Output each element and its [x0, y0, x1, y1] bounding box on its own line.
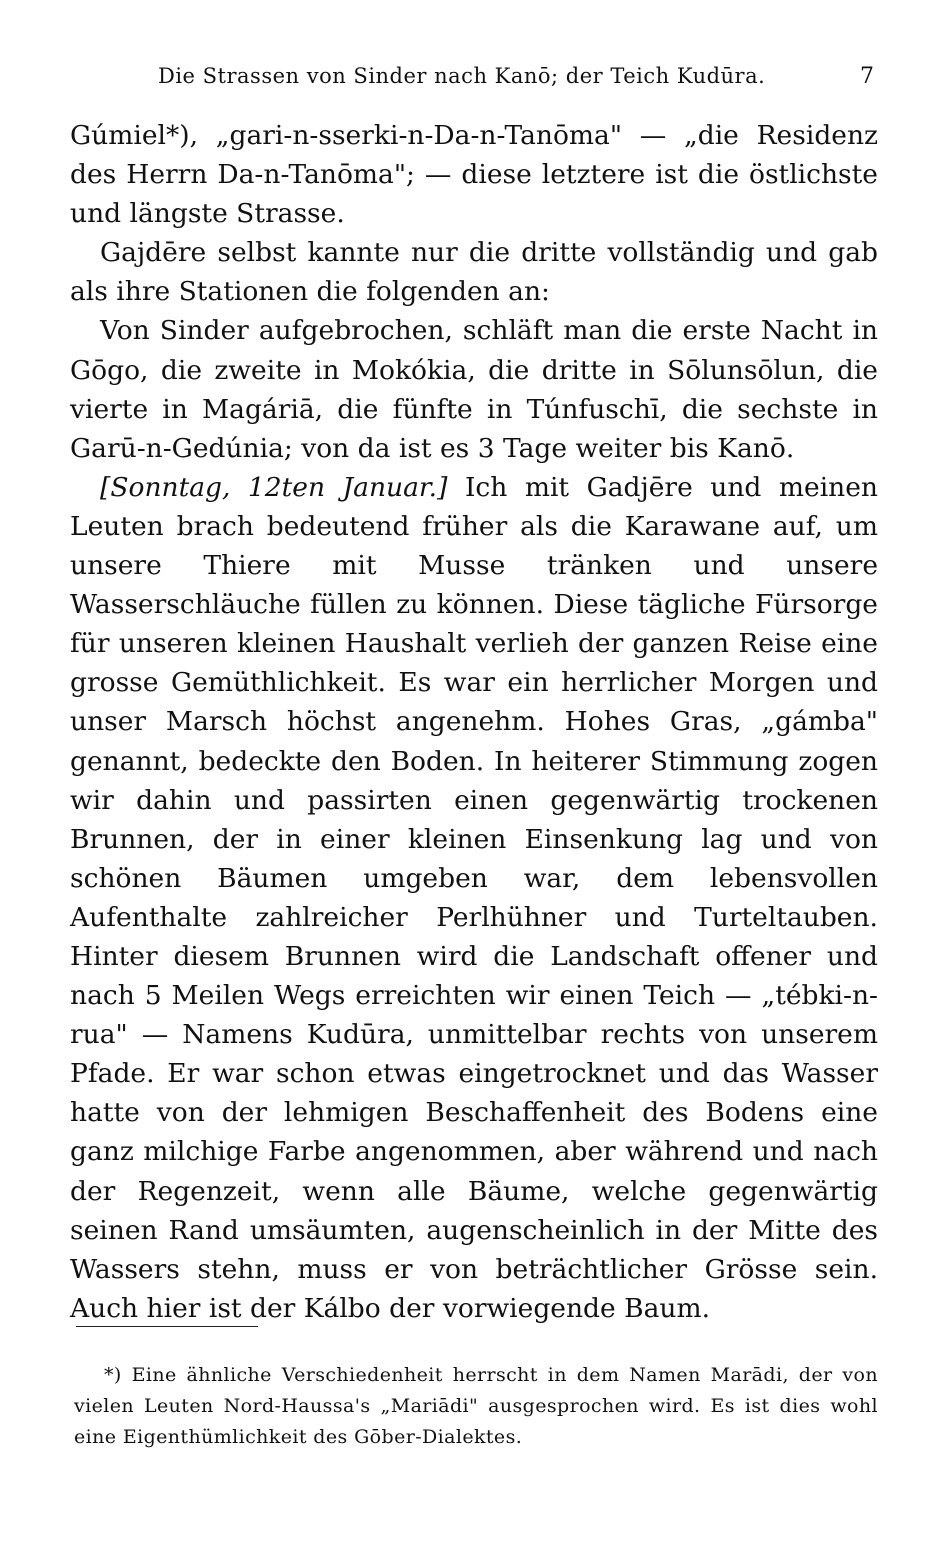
footnote — [74, 1360, 878, 1453]
paragraph-4 — [70, 468, 878, 1328]
running-head — [70, 64, 878, 100]
paragraph-1 — [70, 116, 878, 233]
body-text — [70, 116, 878, 1328]
paragraph-2 — [70, 233, 878, 311]
paragraph-3 — [70, 311, 878, 467]
footnote-divider — [76, 1326, 258, 1327]
paragraph-2-text: Gajdēre selbst kannte nur die dritte vollständig und gab als ihre Stationen die folgenden an: — [70, 237, 878, 308]
footnote-text: *) Eine ähnliche Verschiedenheit herrscht in dem Namen Marādi, der von vielen Leuten Nord-Haussa's „Mariādi" ausgesprochen wird. Es ist dies wohl eine Eigenthümlichkeit des Gōber-Dialektes. — [74, 1364, 878, 1448]
paragraph-4-text: Ich mit Gadjēre und meinen Leuten brach bedeutend früher als die Karawane auf, um unsere Thiere mit Musse tränken und unsere Wasserschläuche füllen zu können. Diese tägliche Fürsorge für unseren kleinen Haushalt verlieh der ganzen Reise eine grosse Gemüthlichkeit. Es war ein herrlicher Morgen und unser Marsch höchst angenehm. Hohes Gras, „gámba" genannt, bedeckte den Boden. In heiterer Stimmung zogen wir dahin und passirten einen gegenwärtig trockenen Brunnen, der in einer kleinen Einsenkung lag und von schönen Bäumen umgeben war, dem lebensvollen Aufenthalte zahlreicher Perlhühner und Turteltauben. Hinter diesem Brunnen wird die Landschaft offener und nach 5 Meilen Wegs erreichten wir einen Teich — „tébki-n-rua" — Namens Kudūra, unmittelbar rechts von unserem Pfade. Er war schon etwas eingetrocknet und das Wasser hatte von der lehmigen Beschaffenheit des Bodens eine ganz milchige Farbe angenommen, aber während und nach der Regenzeit, wenn alle Bäume, welche gegenwärtig seinen Rand umsäumten, augenscheinlich in der Mitte des Wassers stehn, muss er von beträchtlicher Grösse sein. Auch hier ist der Kálbo der vorwiegende Baum. — [70, 471, 878, 1324]
paragraph-1-text: Gúmiel*), „gari-n-sserki-n-Da-n-Tanōma" — „die Residenz des Herrn Da-n-Tanōma"; — diese letztere ist die östlichste und längste Strasse. — [70, 120, 878, 230]
running-title: Die Strassen von Sinder nach Kanō; der Teich Kudūra. — [158, 64, 766, 88]
paragraph-3-text: Von Sinder aufgebrochen, schläft man die erste Nacht in Gōgo, die zweite in Mokókia, die dritte in Sōlunsōlun, die vierte in Magáriā, die fünfte in Túnfuschī, die sechste in Garū-n-Gedúnia; von da ist es 3 Tage weiter bis Kanō. — [70, 315, 878, 464]
date-reference: [Sonntag, 12ten Januar.] — [100, 471, 448, 503]
page-number: 7 — [860, 64, 874, 89]
